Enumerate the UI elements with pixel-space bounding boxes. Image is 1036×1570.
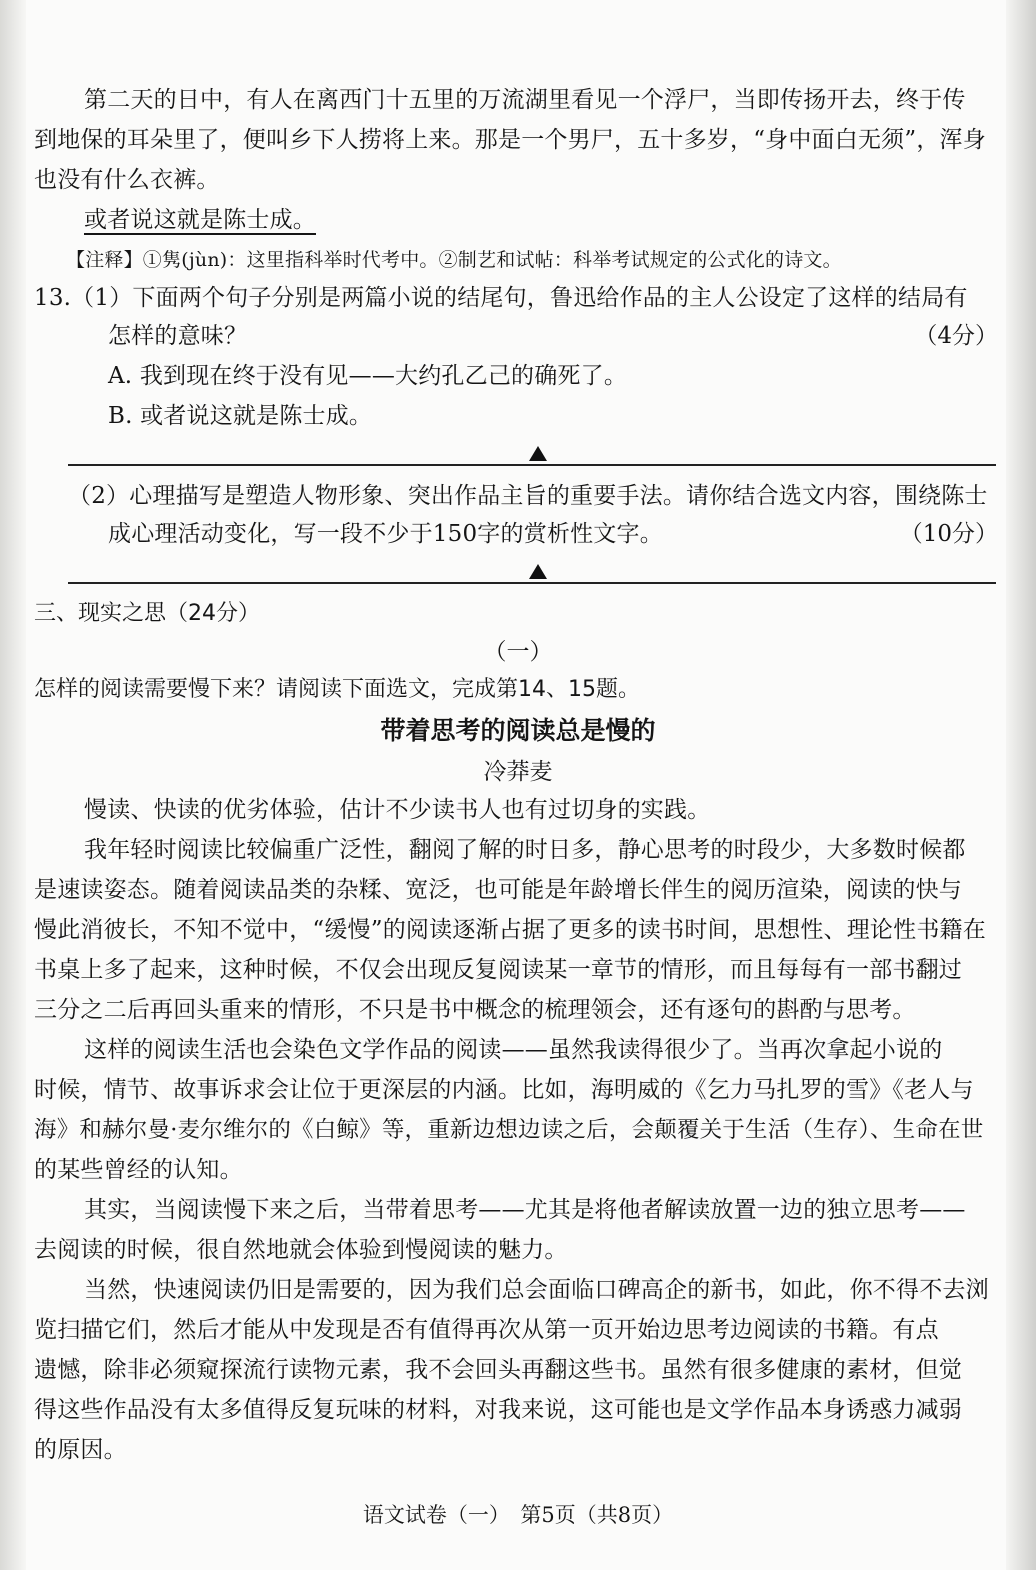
q13-part2-line-2: 成心理活动变化，写一段不少于150字的赏析性文字。: [108, 521, 663, 547]
q13-option-b: B. 或者说这就是陈士成。: [108, 403, 373, 429]
article-line: 海》和赫尔曼·麦尔维尔的《白鲸》等，重新边想边读之后，会颠覆关于生活（生存）、生命在世: [34, 1117, 984, 1143]
article-line: 览扫描它们，然后才能从中发现是否有值得再次从第一页开始边思考边阅读的书籍。有点: [34, 1317, 939, 1343]
article-line: 这样的阅读生活也会染色文学作品的阅读——虽然我读得很少了。当再次拿起小说的: [84, 1037, 943, 1063]
article-line: 时候，情节、故事诉求会让位于更深层的内涵。比如，海明威的《乞力马扎罗的雪》《老人与: [34, 1077, 974, 1103]
section3-intro: 怎样的阅读需要慢下来？请阅读下面选文，完成第14、15题。: [34, 677, 640, 702]
page-footer: 语文试卷（一） 第5页（共8页）: [362, 1503, 674, 1527]
q13-part2-line-1: （2）心理描写是塑造人物形象、突出作品主旨的重要手法。请你结合选文内容，围绕陈士: [68, 483, 988, 509]
article-line: 书桌上多了起来，这种时候，不仅会出现反复阅读某一章节的情形，而且每每有一部书翻过: [34, 957, 962, 983]
story-note: 【注释】①隽(jùn)：这里指科举时代考中。②制艺和试帖：科举考试规定的公式化的诗文。: [66, 249, 842, 271]
article-line: 慢此消彼长，不知不觉中，“缓慢”的阅读逐渐占据了更多的读书时间，思想性、理论性书籍在: [34, 917, 986, 943]
article-line: 当然，快速阅读仍旧是需要的，因为我们总会面临口碑高企的新书，如此，你不得不去浏: [84, 1277, 989, 1303]
section3-heading: 三、现实之思（24分）: [34, 601, 260, 626]
section3-sub: （一）: [483, 639, 553, 665]
article-line: 其实，当阅读慢下来之后，当带着思考——尤其是将他者解读放置一边的独立思考——: [84, 1197, 966, 1223]
story-last-line: 或者说这就是陈士成。: [84, 207, 316, 233]
article-line: 得这些作品没有太多值得反复玩味的材料，对我来说，这可能也是文学作品本身诱惑力减弱: [34, 1397, 962, 1423]
q13-part2-score: （10分）: [899, 521, 998, 547]
q13-part1-line-2: 怎样的意味？: [108, 323, 248, 349]
q13-part1-line-1: 13.（1）下面两个句子分别是两篇小说的结尾句，鲁迅给作品的主人公设定了这样的结局有: [34, 285, 968, 311]
article-line: 慢读、快读的优劣体验，估计不少读书人也有过切身的实践。: [84, 797, 711, 823]
article-line: 三分之二后再回头重来的情形，不只是书中概念的梳理领会，还有逐句的斟酌与思考。: [34, 997, 916, 1023]
article-line: 的原因。: [34, 1437, 127, 1463]
article-line: 的某些曾经的认知。: [34, 1157, 243, 1183]
story-para-line-3: 也没有什么衣裤。: [34, 167, 220, 193]
article-line: 我年轻时阅读比较偏重广泛性，翻阅了解的时日多，静心思考的时段少，大多数时候都: [84, 837, 966, 863]
q13-option-a: A. 我到现在终于没有见——大约孔乙己的确死了。: [108, 363, 628, 389]
article-author: 冷莽麦: [483, 759, 553, 785]
article-line: 去阅读的时候，很自然地就会体验到慢阅读的魅力。: [34, 1237, 568, 1263]
answer-line-1[interactable]: [68, 464, 996, 466]
article-line: 是速读姿态。随着阅读品类的杂糅、宽泛，也可能是年龄增长伴生的阅历渲染，阅读的快与: [34, 877, 962, 903]
article-line: 遗憾，除非必须窥探流行读物元素，我不会回头再翻这些书。虽然有很多健康的素材，但觉: [34, 1357, 962, 1383]
story-para-line-1: 第二天的日中，有人在离西门十五里的万流湖里看见一个浮尸，当即传扬开去，终于传: [84, 87, 966, 113]
answer-triangle-1: [529, 446, 547, 461]
answer-line-2[interactable]: [68, 582, 996, 584]
story-para-line-2: 到地保的耳朵里了，便叫乡下人捞将上来。那是一个男尸，五十多岁，“身中面白无须”，浑身: [34, 127, 986, 153]
article-title: 带着思考的阅读总是慢的: [380, 716, 656, 745]
answer-triangle-2: [529, 564, 547, 579]
q13-part1-score: （4分）: [914, 323, 998, 349]
